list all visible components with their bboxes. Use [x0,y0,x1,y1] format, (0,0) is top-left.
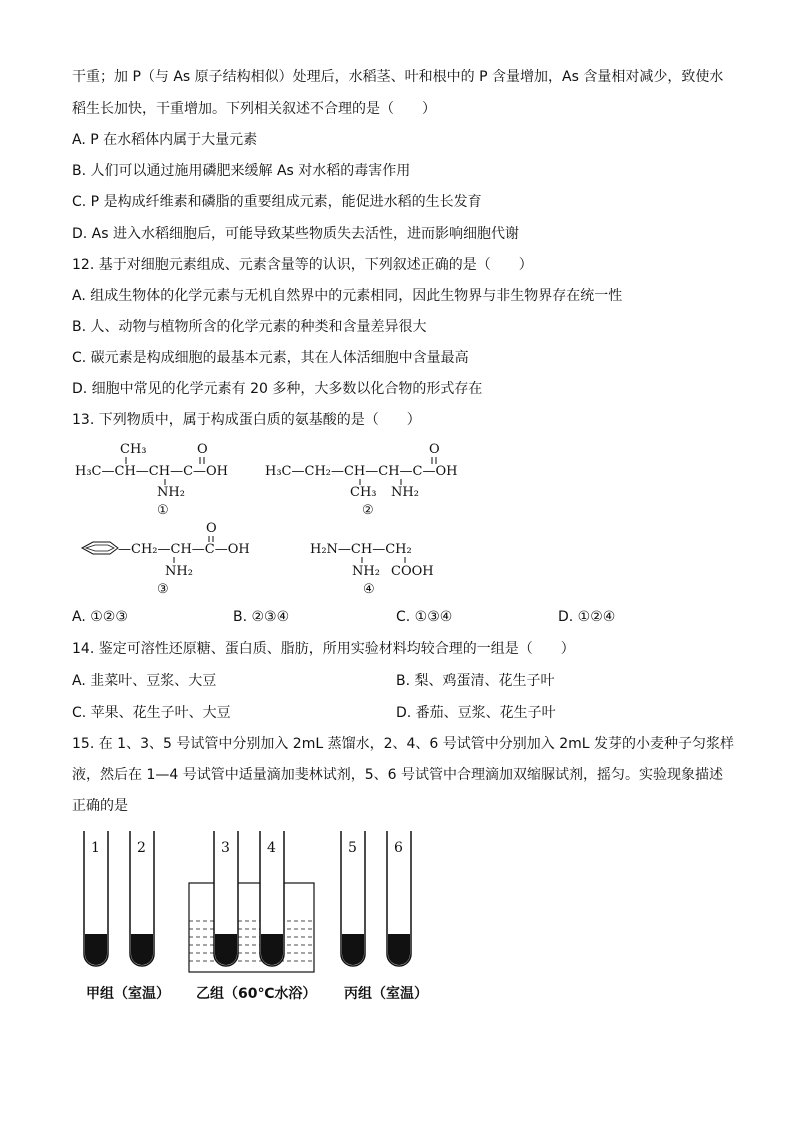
q13-structures [0,436,794,606]
q13-option-c: C. ①③④ [396,609,453,625]
q15-stem-line3: 正确的是 [72,798,128,814]
group-a-caption: 甲组（室温） [86,986,170,1002]
structure-1 [75,442,228,518]
s1-oxygen: O [197,442,208,457]
tube-3-label: 3 [221,840,230,856]
benzene-ring-icon [82,542,118,554]
s4-nh2: NH₂ [352,564,380,579]
q13-option-b: B. ②③④ [233,609,290,625]
q14-option-a: A. 韭菜叶、豆浆、大豆 [72,673,217,689]
s1-formula: H₃C—CH—CH—C—OH [75,464,229,479]
s1-nh2: NH₂ [157,485,185,500]
s1-number: ① [157,503,169,518]
water-bath [189,883,314,972]
q13-option-a: A. ①②③ [72,609,128,625]
q13-option-d: D. ①②④ [558,609,616,625]
test-tube-3 [214,831,238,966]
s3-formula: —CH₂—CH—C—OH [118,542,250,557]
tube-6-label: 6 [394,840,403,856]
s4-formula: H₂N—CH—CH₂ [310,542,412,557]
q11-option-c: C. P 是构成纤维素和磷脂的重要组成元素，能促进水稻的生长发育 [72,194,482,210]
q15-stem-line1: 15. 在 1、3、5 号试管中分别加入 2mL 蒸馏水，2、4、6 号试管中分别加入 2mL 发芽的小麦种子匀浆样 [72,736,734,752]
tube-5-label: 5 [348,840,357,856]
q11-option-d: D. As 进入水稻细胞后，可能导致某些物质失去活性，进而影响细胞代谢 [72,226,520,242]
q13-stem: 13. 下列物质中，属于构成蛋白质的氨基酸的是（ ） [72,412,421,428]
group-b-caption: 乙组（60℃水浴） [196,986,317,1002]
q12-stem: 12. 基于对细胞元素组成、元素含量等的认识，下列叙述正确的是（ ） [72,257,533,273]
test-tube-6 [387,831,411,966]
q11-stem-line1: 干重；加 P（与 As 原子结构相似）处理后，水稻茎、叶和根中的 P 含量增加，As 含量相对减少，致使水 [72,69,724,85]
q11-option-a: A. P 在水稻体内属于大量元素 [72,132,258,148]
s2-oxygen: O [429,442,440,457]
test-tube-4 [260,831,284,966]
q11-stem-line2: 稻生长加快，干重增加。下列相关叙述不合理的是（ ） [72,101,436,117]
s3-oxygen: O [206,521,217,536]
test-tube-2 [130,831,154,966]
structure-2 [265,442,458,518]
q12-option-d: D. 细胞中常见的化学元素有 20 多种，大多数以化合物的形式存在 [72,381,483,397]
tube-4-label: 4 [267,840,276,856]
q14-stem: 14. 鉴定可溶性还原糖、蛋白质、脂肪，所用实验材料均较合理的一组是（ ） [72,641,575,657]
s4-cooh: COOH [391,564,434,579]
q12-option-b: B. 人、动物与植物所含的化学元素的种类和含量差异很大 [72,319,427,335]
test-tube-5 [341,831,365,966]
q12-option-a: A. 组成生物体的化学元素与无机自然界中的元素相同，因此生物界与非生物界存在统一性 [72,288,623,304]
tube-1-label: 1 [91,840,100,856]
s1-ch3: CH₃ [120,442,147,457]
s3-number: ③ [157,582,169,597]
test-tube-diagram [0,826,794,1026]
q14-option-d: D. 番茄、豆浆、花生子叶 [396,705,556,721]
s2-nh2: NH₂ [391,485,419,500]
s2-formula: H₃C—CH₂—CH—CH—C—OH [265,464,458,479]
q12-option-c: C. 碳元素是构成细胞的最基本元素，其在人体活细胞中含量最高 [72,350,469,366]
q11-option-b: B. 人们可以通过施用磷肥来缓解 As 对水稻的毒害作用 [72,163,411,179]
q15-stem-line2: 液，然后在 1—4 号试管中适量滴加斐林试剂，5、6 号试管中合理滴加双缩脲试剂，摇匀。实验现象描述 [72,767,723,783]
test-tube-1 [84,831,108,966]
structure-3 [82,521,250,597]
structure-4 [310,542,434,597]
q14-option-b: B. 梨、鸡蛋清、花生子叶 [396,673,555,689]
s4-number: ④ [363,582,375,597]
group-c-caption: 丙组（室温） [344,986,428,1002]
q14-option-c: C. 苹果、花生子叶、大豆 [72,705,231,721]
s2-ch3: CH₃ [350,485,377,500]
s3-nh2: NH₂ [165,564,193,579]
s2-number: ② [362,503,374,518]
tube-2-label: 2 [137,840,146,856]
